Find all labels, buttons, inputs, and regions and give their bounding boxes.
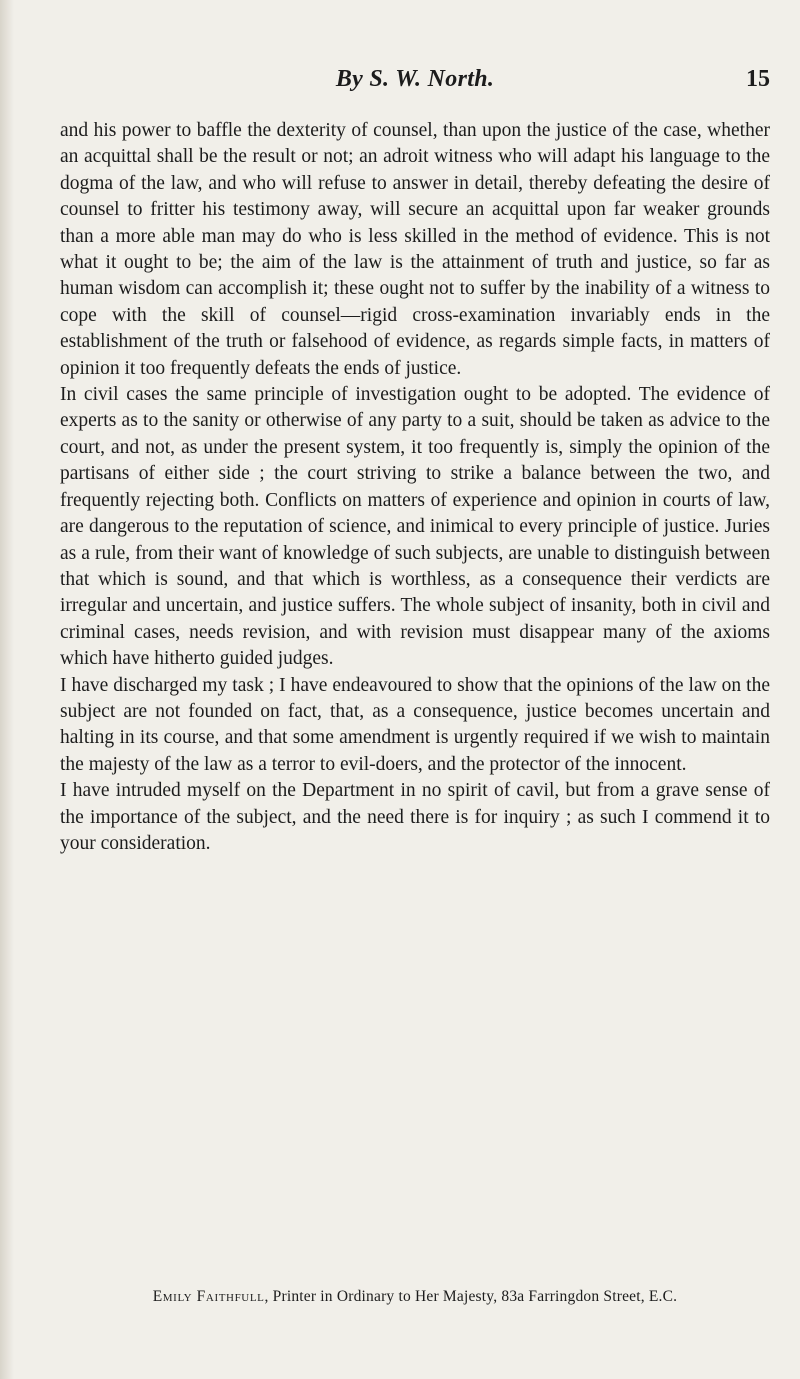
spine-shadow xyxy=(0,0,14,1379)
printer-imprint xyxy=(60,1288,770,1306)
paragraph-conclusion: I have intruded myself on the Department in no spirit of cavil, but from a grave sense of the importance of the subject, and the need there is for inquiry ; as such I commend it to your consideration. xyxy=(60,780,770,854)
page-number: 15 xyxy=(746,66,770,92)
body-text xyxy=(60,118,770,857)
running-title: By S. W. North. xyxy=(335,66,495,92)
paragraph-continuation: and his power to baffle the dexterity of counsel, than upon the justice of the case, whether an acquittal shall be the result or not; an adroit witness who will adapt his language to the dogma of the law, and who will refuse to answer in detail, thereby defeating the desire of counsel to fritter his testimony away, will secure an acquittal upon far weaker grounds than a more able man may do who is less skilled in the method of evidence. This is not what it ought to be; the aim of the law is the attainment of truth and justice, so far as human wisdom can accomplish it; these ought not to suffer by the inability of a witness to cope with the skill of counsel—rigid cross-examination invariably ends in the establishment of the truth or falsehood of evidence, as regards simple facts, in matters of opinion it too frequently defeats the ends of justice. xyxy=(60,120,770,379)
printer-details: , Printer in Ordinary to Her Majesty, 83a Farringdon Street, E.C. xyxy=(264,1288,678,1305)
paragraph-civil-cases: In civil cases the same principle of investigation ought to be adopted. The evidence of experts as to the sanity or otherwise of any party to a suit, should be taken as advice to the court, and not, as under the present system, it too frequently is, simply the opinion of the partisans of either side ; the court striving to strike a balance between the two, and frequently rejecting both. Conflicts on matters of experience and opinion in courts of law, are dangerous to the reputation of science, and inimical to every principle of justice. Juries as a rule, from their want of knowledge of such subjects, are unable to distinguish between that which is sound, and that which is worthless, as a consequence their verdicts are irregular and uncertain, and justice suffers. The whole subject of insanity, both in civil and criminal cases, needs revision, and with revision must disappear many of the axioms which have hitherto guided judges. xyxy=(60,384,770,670)
paragraph-discharged-task: I have discharged my task ; I have endeavoured to show that the opinions of the law on the subject are not founded on fact, that, as a consequence, justice becomes uncertain and halting in its course, and that some amendment is urgently required if we wish to maintain the majesty of the law as a terror to evil-doers, and the protector of the innocent. xyxy=(60,674,770,775)
running-head xyxy=(60,66,770,100)
printer-name: Emily Faithfull xyxy=(152,1288,265,1305)
